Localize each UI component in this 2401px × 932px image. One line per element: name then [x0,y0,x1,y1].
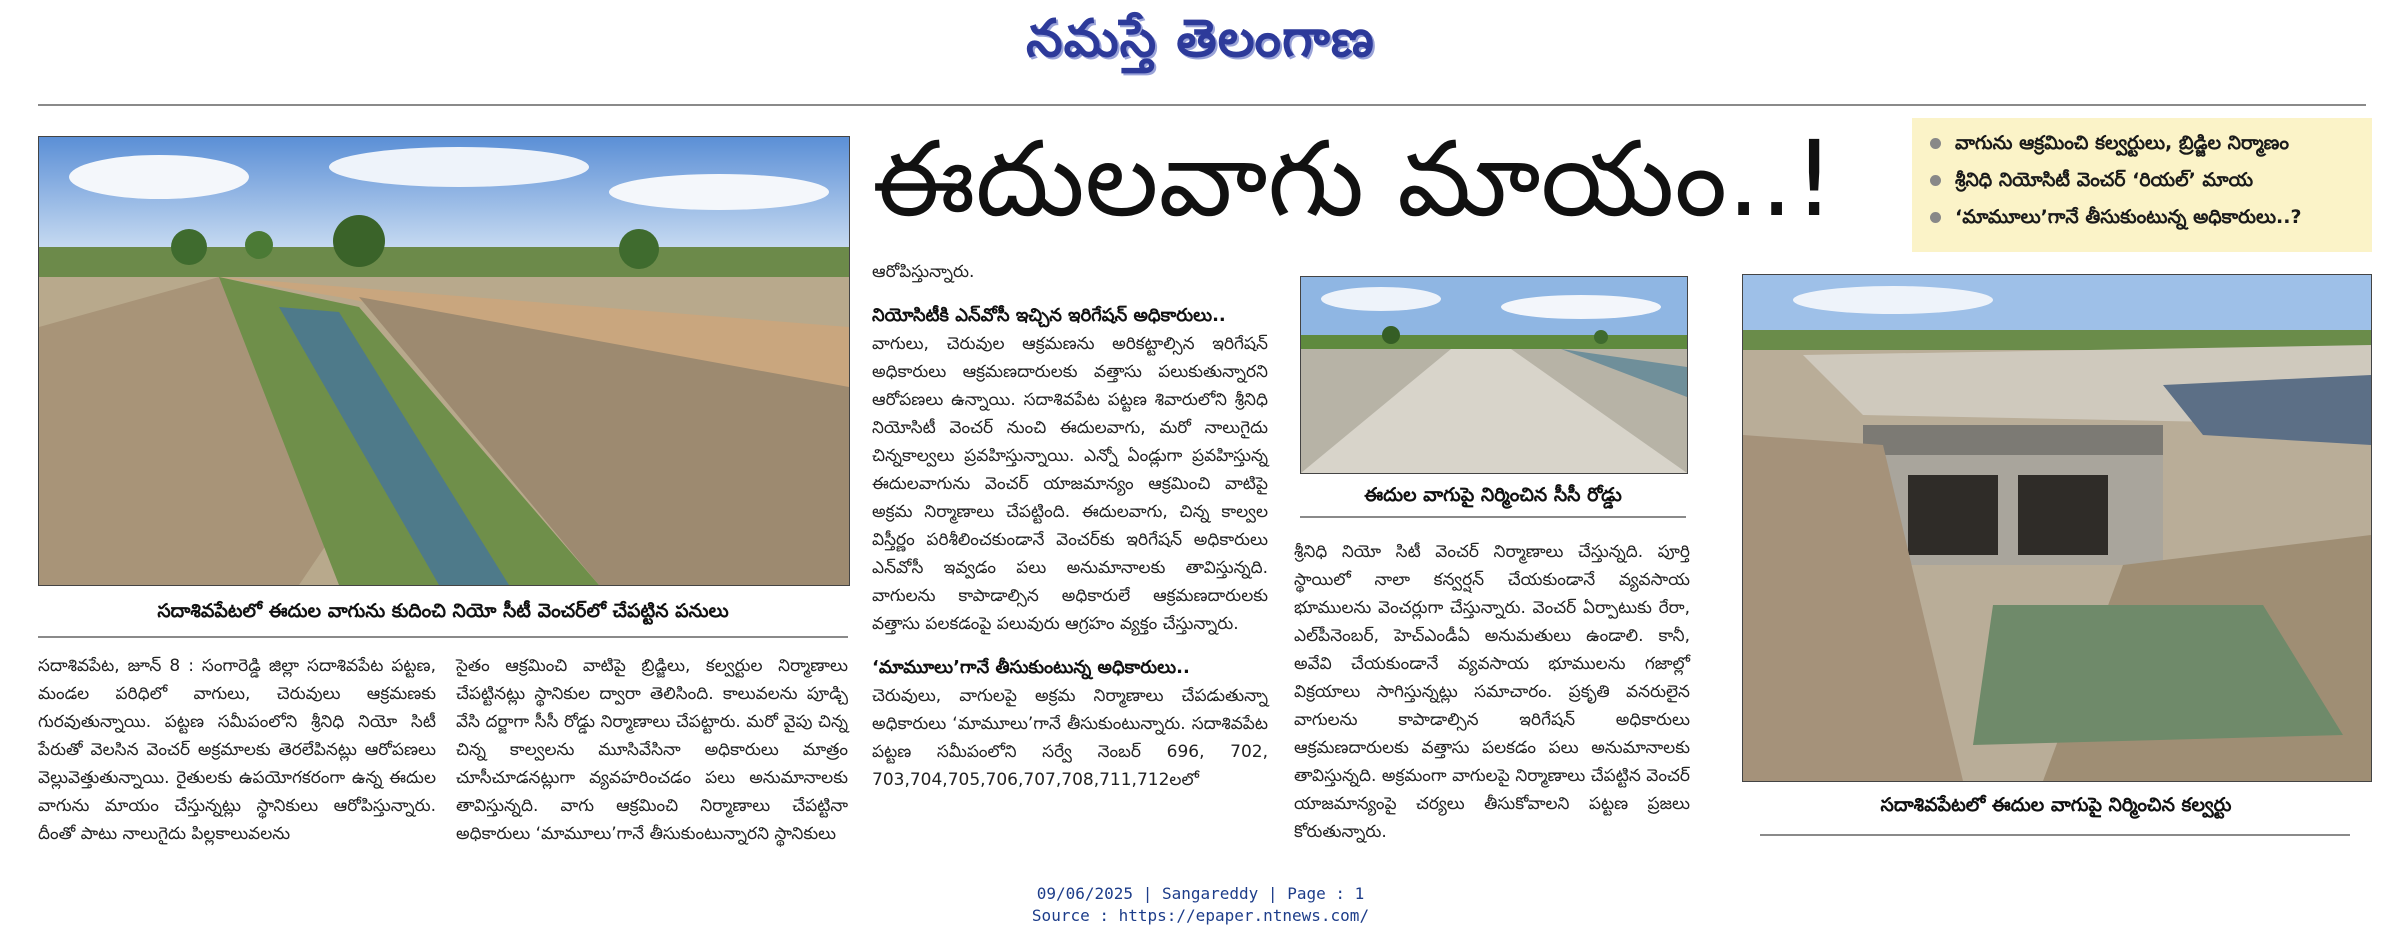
article-paragraph: ఆరోపిస్తున్నారు. [872,262,975,282]
subheading-mamoolu: ‘మామూలు’గానే తీసుకుంటున్న అధికారులు.. [872,657,1190,678]
caption-divider-2 [1300,516,1686,518]
caption-culvert: సదాశివపేటలో ఈదుల వాగుపై నిర్మించిన కల్వర్టు [1880,794,2232,816]
photo-culvert [1742,274,2372,782]
footer-dateline: 09/06/2025 | Sangareddy | Page : 1 [1036,884,1365,903]
highlight-item: శ్రీనిధి నియోసిటీ వెంచర్ ‘రియల్’ మాయ [1930,169,2354,196]
caption-divider-1 [38,636,848,638]
bullet-icon [1930,212,1941,223]
caption-divider-3 [1760,834,2350,836]
footer-source: Source : https://epaper.ntnews.com/ [1031,906,1370,925]
masthead-divider [38,104,2366,106]
article-paragraph: చెరువులు, వాగులపై అక్రమ నిర్మాణాలు చేపడుతున్నా అధికారులు ‘మామూలు’గానే తీసుకుంటున్నారు. సదాశివపేట పట్టణ సమీపంలోని సర్వే నెంబర్ 696, 702, 703,704,705,706,707,708,711,712లలో [872,686,1268,790]
article-column-1 [38,652,436,848]
caption-road: ఈదుల వాగుపై నిర్మించిన సీసీ రోడ్డు [1364,484,1622,506]
highlights-box [1912,118,2372,252]
article-column-3 [872,258,1268,794]
article-paragraph: వాగులు, చెరువుల ఆక్రమణను అరికట్టాల్సిన ఇరిగేషన్ అధికారులు ఆక్రమణదారులకు వత్తాసు పలుకుతున్నారని ఆరోపణలు ఉన్నాయి. సదాశివపేట పట్టణ శివారులోని శ్రీనిధి నియోసిటీ వెంచర్ నుంచి ఈదులవాగు, మరో నాలుగైదు చిన్నకాల్వలు ప్రవహిస్తున్నాయి. ఎన్నో ఏండ్లుగా ప్రవహిస్తున్న ఈదులవాగును వెంచర్ యాజమాన్యం ఆక్రమించి వాటిపై అక్రమ నిర్మాణాలు చేపట్టింది. ఈదులవాగు, చిన్న కాల్వల విస్తీర్ణం పరిశీలించకుండానే వెంచర్‌కు ఇరిగేషన్ అధికారులు ఎన్‌వోసీ ఇవ్వడం పలు అనుమానాలకు తావిస్తున్నది. వాగులను కాపాడాల్సిన అధికారులే ఆక్రమణదారులకు వత్తాసు పలకడంపై పలువురు ఆగ్రహం వ్యక్తం చేస్తున్నారు. [872,334,1268,634]
article-paragraph: శ్రీనిధి నియో సిటీ వెంచర్ నిర్మాణాలు చేస్తున్నది. పూర్తి స్థాయిలో నాలా కన్వర్షన్ చేయకుండానే వ్యవసాయ భూములను వెంచర్లుగా చేస్తున్నారు. వెంచర్ ఏర్పాటుకు రేరా, ఎల్‌పీనెంబర్, హెచ్ఎండీఏ అనుమతులు ఉండాలి. కానీ, అవేవి చేయకుండానే వ్యవసాయ భూములను గజాల్లో విక్రయాలు సాగిస్తున్నట్లు సమాచారం. ప్రకృతి వనరులైన వాగులను కాపాడాల్సిన ఇరిగేషన్ అధికారులు ఆక్రమణదారులకు వత్తాసు పలకడం పలు అనుమానాలకు తావిస్తున్నది. అక్రమంగా వాగులపై నిర్మాణాలు చేపట్టిన వెంచర్ యాజమాన్యంపై చర్యలు తీసుకోవాలని పట్టణ ప్రజలు కోరుతున్నారు. [1294,542,1690,842]
article-paragraph: సైతం ఆక్రమించి వాటిపై బ్రిడ్జిలు, కల్వర్టుల నిర్మాణాలు చేపట్టినట్లు స్థానికుల ద్వారా తెలిసింది. కాలువలను పూడ్చి వేసి దర్జాగా సీసీ రోడ్డు నిర్మాణాలు చేపట్టారు. మరో వైపు చిన్న చిన్న కాల్వలను మూసివేసినా అధికారులు మాత్రం చూసీచూడనట్లుగా వ్యవహరించడం పలు అనుమానాలకు తావిస్తున్నది. వాగు ఆక్రమించి నిర్మాణాలు చేపట్టినా అధికారులు ‘మామూలు’గానే తీసుకుంటున్నారని స్థానికులు [456,656,848,844]
bullet-icon [1930,175,1941,186]
photo-road [1300,276,1688,474]
article-paragraph: సదాశివపేట, జూన్ 8 : సంగారెడ్డి జిల్లా సదాశివపేట పట్టణ, మండల పరిధిలో వాగులు, చెరువులు ఆక్రమణకు గురవుతున్నాయి. పట్టణ సమీపంలోని శ్రీనిధి నియో సిటీ పేరుతో వెలసిన వెంచర్ అక్రమాలకు తెరలేపినట్లు ఆరోపణలు వెల్లువెత్తుతున్నాయి. రైతులకు ఉపయోగకరంగా ఉన్న ఈదుల వాగును మాయం చేస్తున్నట్లు స్థానికులు ఆరోపిస్తున్నారు. దీంతో పాటు నాలుగైదు పిల్లకాలువలను [38,656,436,844]
article-column-2 [456,652,848,848]
highlight-item: వాగును ఆక్రమించి కల్వర్టులు, బ్రిడ్జిల నిర్మాణం [1930,132,2354,159]
article-column-4 [1294,538,1690,846]
masthead-title: నమస్తే తెలంగాణ [1026,8,1375,69]
photo-canal [38,136,850,586]
caption-canal: సదాశివపేటలో ఈదుల వాగును కుదించి నియో సీటీ వెంచర్‌లో చేపట్టిన పనులు [157,600,729,622]
headline: ఈదులవాగు మాయం..! [872,118,1835,240]
bullet-icon [1930,138,1941,149]
highlight-item: ‘మామూలు’గానే తీసుకుంటున్న అధికారులు..? [1930,206,2354,233]
subheading-noc: నియోసిటీకి ఎన్‌వోసీ ఇచ్చిన ఇరిగేషన్ అధికారులు.. [872,305,1226,326]
